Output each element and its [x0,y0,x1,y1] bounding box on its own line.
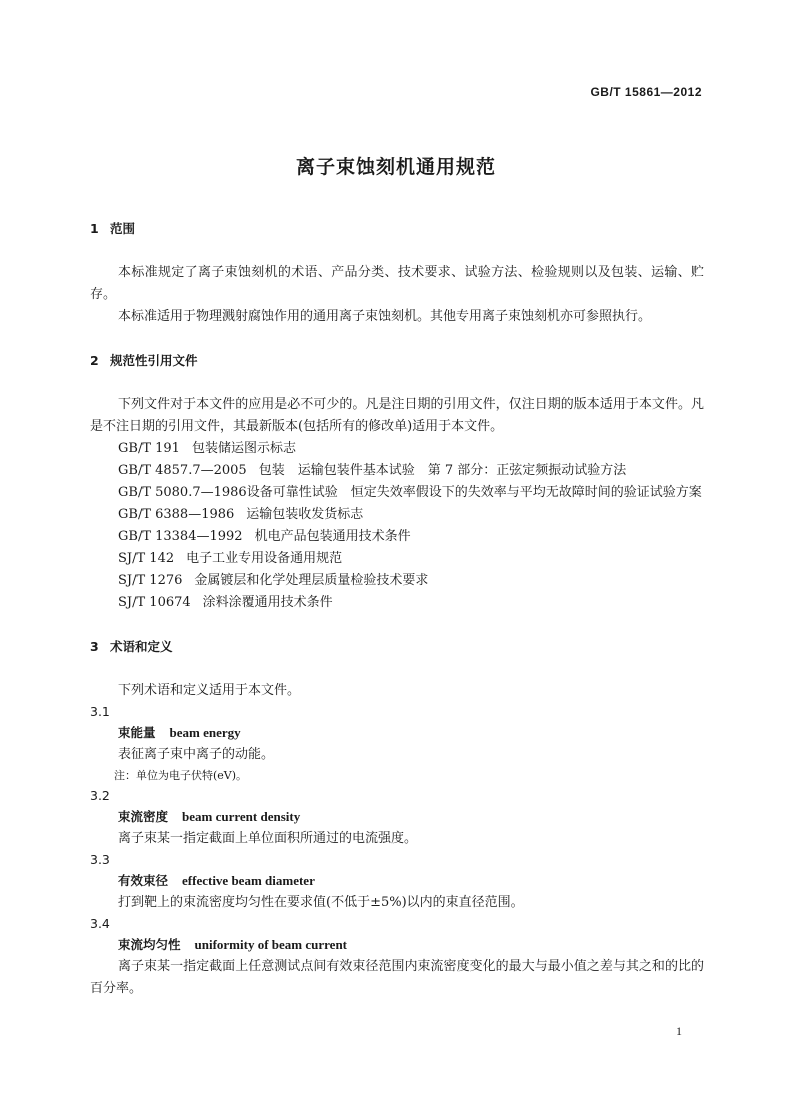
paragraph: 下列术语和定义适用于本文件。 [118,683,301,698]
reference-title: 电子工业专用设备通用规范 [186,551,343,566]
reference-code: SJ/T 1276 [118,573,183,588]
reference-title: 涂料涂覆通用技术条件 [202,595,333,610]
reference-item [90,438,704,460]
reference-item [90,460,704,482]
section-title: 规范性引用文件 [110,353,198,368]
reference-item [90,482,704,504]
document-body [90,218,704,1000]
reference-title: 包装储运图示标志 [191,441,296,456]
page-number: 1 [676,1024,682,1038]
section-number: 3 [90,639,99,654]
term-heading [90,806,704,828]
section-3-heading [90,636,704,658]
clause-number: 3.2 [90,788,110,803]
term-heading [90,722,704,744]
term-en: beam current density [182,809,301,824]
term-en: uniformity of beam current [194,937,347,952]
paragraph: 本标准适用于物理溅射腐蚀作用的通用离子束蚀刻机。其他专用离子束蚀刻机亦可参照执行。 [118,309,652,324]
document-id: GB/T 15861—2012 [590,85,702,99]
reference-item [90,548,704,570]
reference-title: 运输包装收发货标志 [246,507,364,522]
reference-item [90,526,704,548]
term-en: beam energy [169,725,241,740]
term-zh: 束流密度 [118,809,169,824]
term-en: effective beam diameter [182,873,315,888]
term-definition: 离子束某一指定截面上任意测试点间有效束径范围内束流密度变化的最大与最小值之差与其之和的比的百分率。 [90,959,704,996]
clause-number: 3.3 [90,852,110,867]
reference-code: SJ/T 10674 [118,595,191,610]
term-definition: 离子束某一指定截面上单位面积所通过的电流强度。 [118,831,418,846]
clause-number: 3.4 [90,916,110,931]
paragraph: 本标准规定了离子束蚀刻机的术语、产品分类、技术要求、试验方法、检验规则以及包装、运输、贮存。 [90,265,704,302]
term-zh: 有效束径 [118,873,169,888]
section-number: 2 [90,353,99,368]
reference-item [90,570,704,592]
reference-code: GB/T 191 [118,441,180,456]
reference-title: 金属镀层和化学处理层质量检验技术要求 [194,573,429,588]
reference-title: 包装 运输包装件基本试验 第 7 部分：正弦定频振动试验方法 [258,463,627,478]
document-title: 离子束蚀刻机通用规范 [295,156,496,178]
reference-code: GB/T 13384—1992 [118,529,243,544]
reference-code: SJ/T 142 [118,551,175,566]
paragraph: 下列文件对于本文件的应用是必不可少的。凡是注日期的引用文件，仅注日期的版本适用于本文件。凡是不注日期的引用文件，其最新版本(包括所有的修改单)适用于本文件。 [90,397,704,434]
reference-code: GB/T 5080.7—1986 [118,485,247,500]
reference-title: 设备可靠性试验 恒定失效率假设下的失效率与平均无故障时间的验证试验方案 [246,485,702,500]
term-definition: 表征离子束中离子的动能。 [118,747,275,762]
section-2-heading [90,350,704,372]
term-heading [90,870,704,892]
term-zh: 束能量 [118,725,156,740]
term-zh: 束流均匀性 [118,937,181,952]
section-1-heading [90,218,704,240]
reference-code: GB/T 4857.7—2005 [118,463,247,478]
section-title: 术语和定义 [110,639,173,654]
term-note: 注：单位为电子伏特(eV)。 [114,769,248,782]
reference-item [90,592,704,614]
section-title: 范围 [110,221,136,236]
reference-code: GB/T 6388—1986 [118,507,235,522]
reference-title: 机电产品包装通用技术条件 [254,529,411,544]
term-heading [90,934,704,956]
reference-item [90,504,704,526]
clause-number: 3.1 [90,704,110,719]
term-definition: 打到靶上的束流密度均匀性在要求值(不低于±5%)以内的束直径范围。 [118,895,524,910]
section-number: 1 [90,221,99,236]
